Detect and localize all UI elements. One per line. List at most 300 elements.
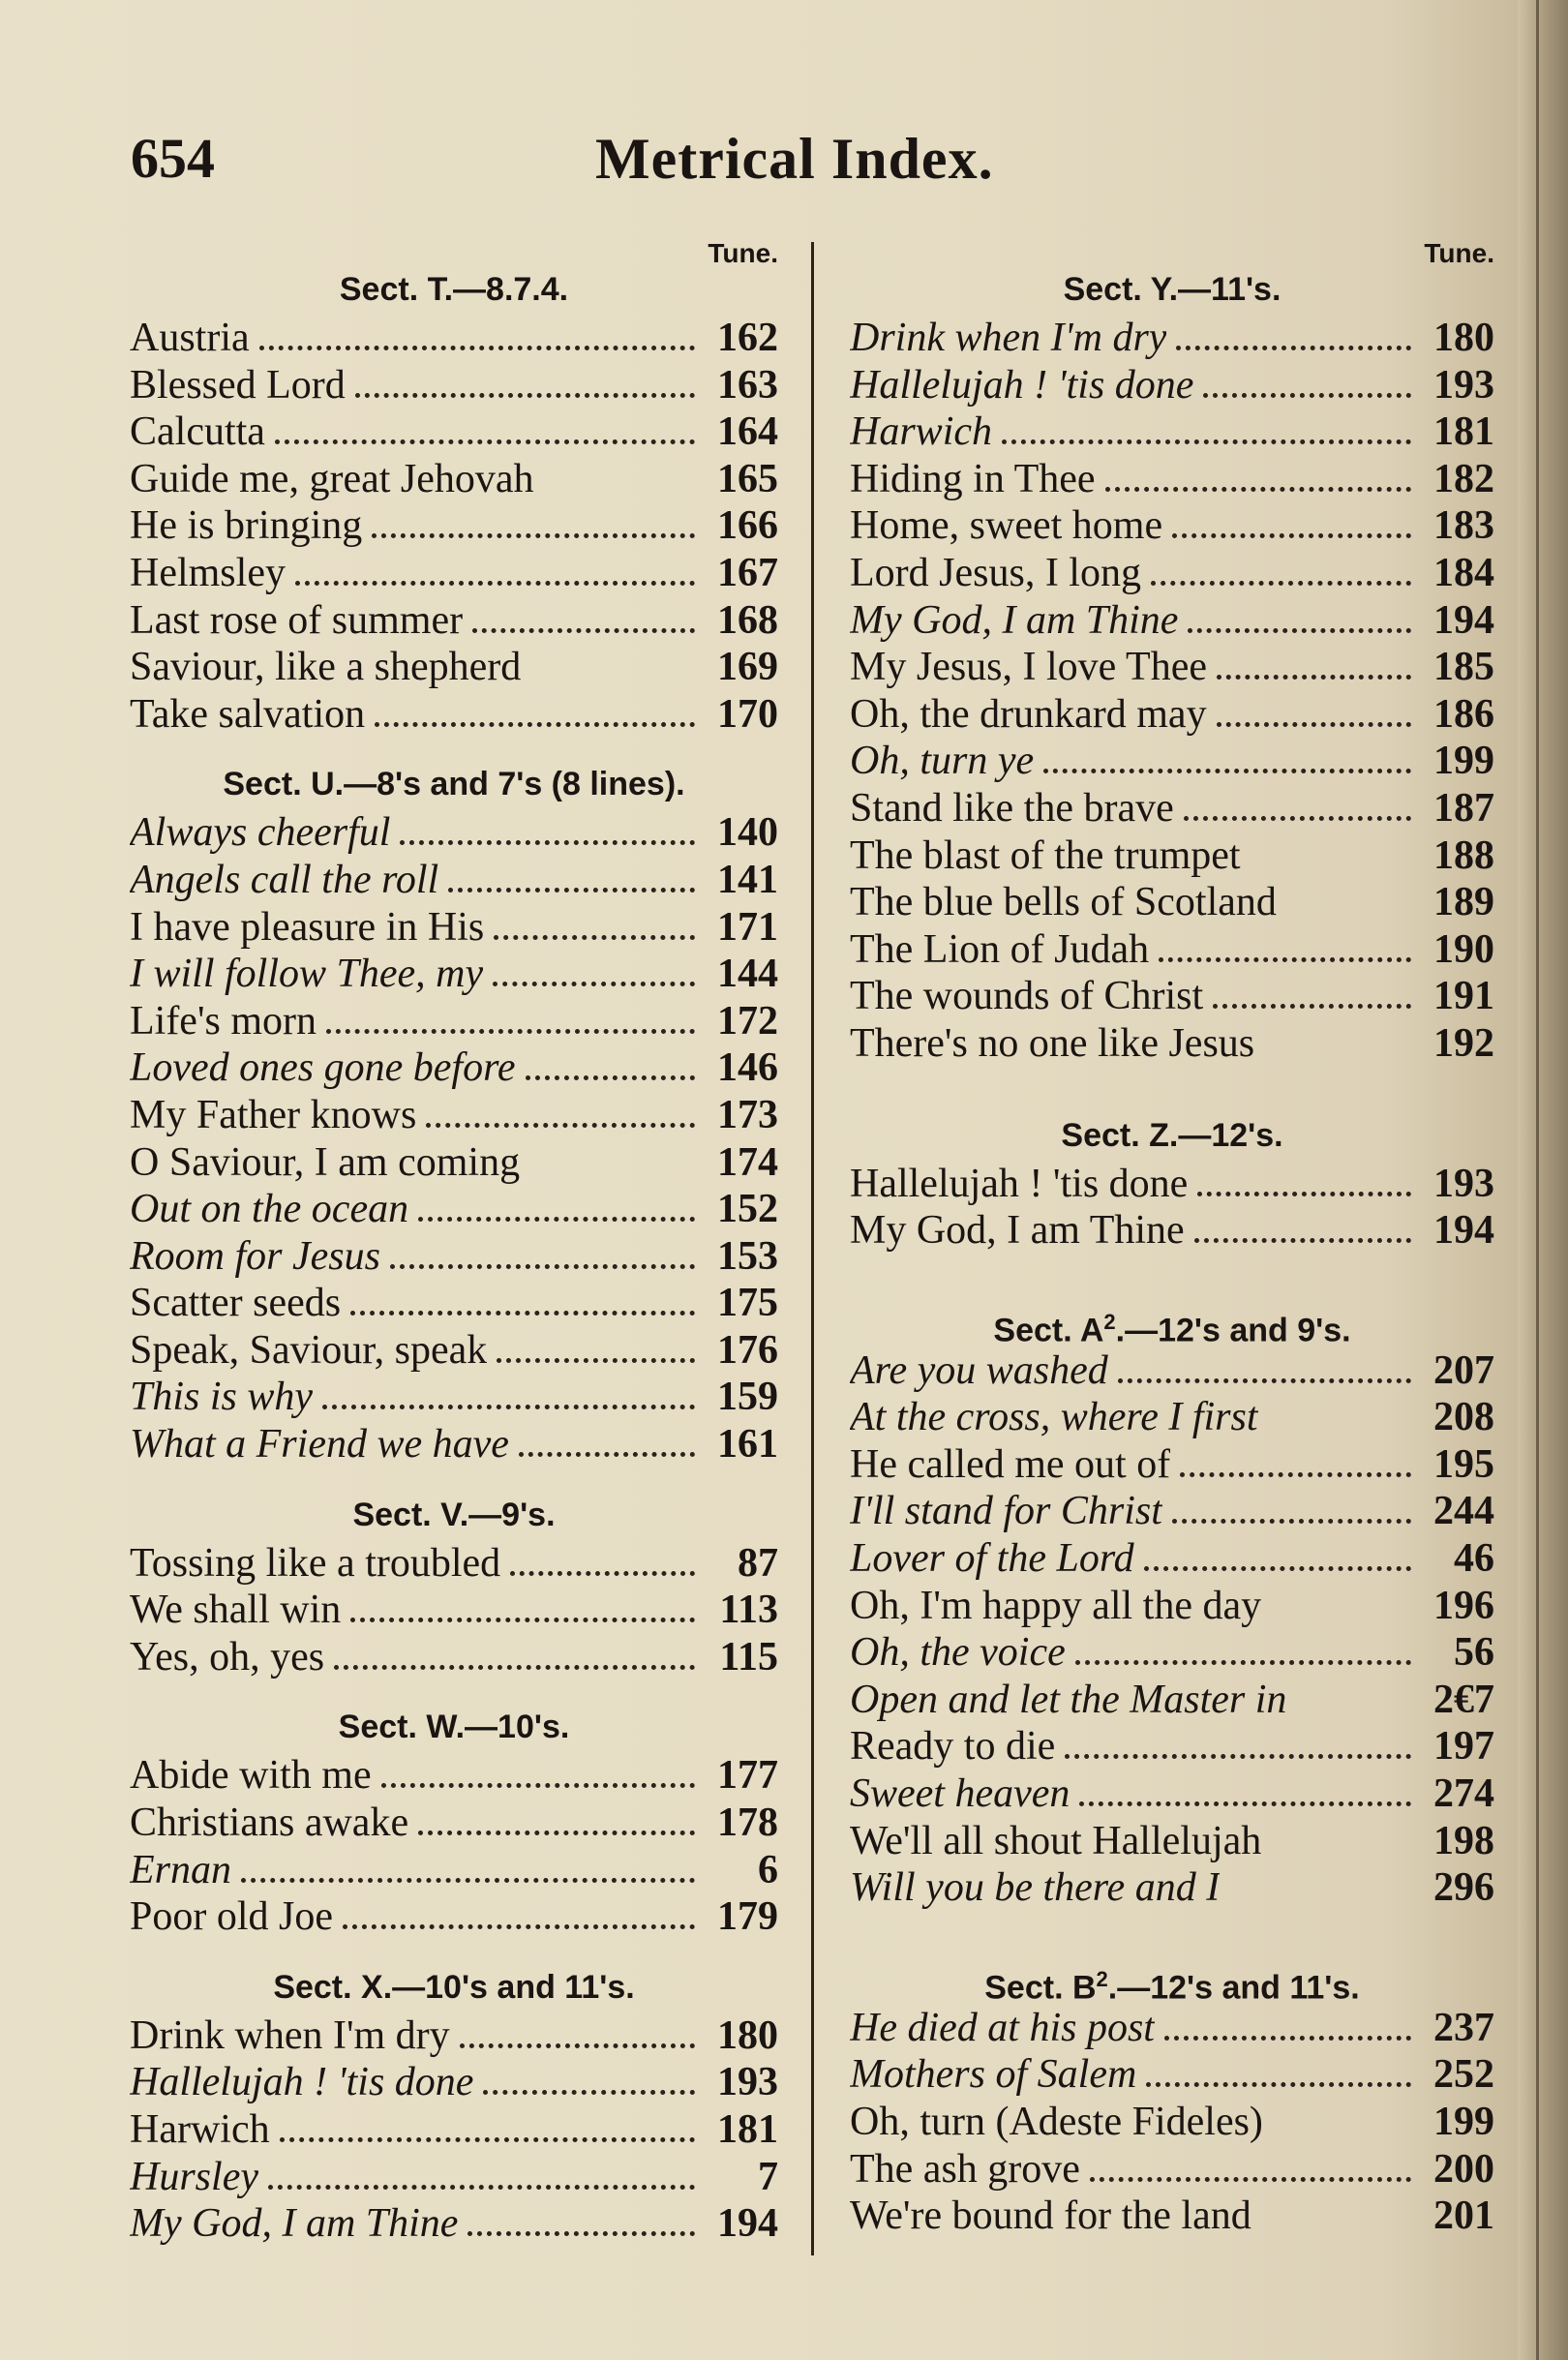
dot-leader <box>497 1358 695 1363</box>
dot-leader <box>460 2043 695 2048</box>
tune-number: 170 <box>717 691 778 737</box>
tune-number: 167 <box>717 550 778 595</box>
hymn-title: Helmsley <box>130 550 286 595</box>
hymn-title: Saviour, like a shepherd <box>130 645 522 690</box>
tune-number: 193 <box>717 2060 778 2105</box>
tune-number: 153 <box>717 1233 778 1279</box>
hymn-title: He died at his post <box>850 2005 1155 2050</box>
index-entry <box>130 2154 778 2201</box>
hymn-title: Oh, I'm happy all the day <box>850 1583 1262 1628</box>
dot-leader <box>530 675 695 680</box>
index-entry <box>850 1818 1494 1865</box>
index-entry <box>130 1092 778 1139</box>
dot-leader <box>350 1618 695 1622</box>
index-entry <box>130 691 778 739</box>
index-entry <box>850 2146 1494 2194</box>
hymn-title: Hallelujah ! 'tis done <box>850 362 1194 408</box>
index-entry <box>130 1540 778 1588</box>
hymn-title: Drink when I'm dry <box>130 2012 450 2058</box>
dot-leader <box>1144 1566 1411 1571</box>
dot-leader <box>418 1831 695 1835</box>
hymn-title: Open and let the Master in <box>850 1677 1287 1722</box>
section-title: Sect. Z.—12's. <box>1061 1116 1283 1154</box>
tune-number: 175 <box>717 1281 778 1326</box>
hymn-title: Mothers of Salem <box>850 2052 1137 2098</box>
index-entry <box>850 597 1494 645</box>
right-column <box>850 237 1494 2240</box>
tune-number: 141 <box>717 857 778 902</box>
tune-number: 194 <box>1433 597 1494 643</box>
hymn-title: Tossing like a troubled <box>130 1540 501 1586</box>
tune-number: 144 <box>717 952 778 997</box>
tune-number: 198 <box>1433 1818 1494 1863</box>
section-list <box>130 809 778 1467</box>
dot-leader <box>472 628 695 633</box>
hymn-title: The blast of the trumpet <box>850 832 1241 878</box>
hymn-title: Oh, turn ye <box>850 739 1035 784</box>
tune-number: 164 <box>717 409 778 455</box>
hymn-title: Calcutta <box>130 409 265 455</box>
hymn-title: Will you be there and I <box>850 1865 1221 1911</box>
page-edge-shadow <box>1518 0 1568 2360</box>
index-entry <box>850 738 1494 785</box>
dot-leader <box>1172 533 1411 538</box>
dot-leader <box>1164 2036 1411 2041</box>
hymn-title: This is why <box>130 1375 314 1420</box>
hymn-title: Take salvation <box>130 691 366 737</box>
index-entry <box>130 2106 778 2154</box>
dot-leader <box>1194 1238 1411 1243</box>
tune-number: 252 <box>1433 2052 1494 2098</box>
hymn-title: Scatter seeds <box>130 1281 342 1326</box>
tune-number: 140 <box>717 810 778 856</box>
index-entry <box>850 408 1494 456</box>
tune-number: 7 <box>758 2154 778 2199</box>
hymn-title: We're bound for the land <box>850 2194 1251 2239</box>
dot-leader <box>483 2090 695 2095</box>
section-list <box>130 315 778 738</box>
hymn-title: Guide me, great Jehovah <box>130 456 534 501</box>
index-entry <box>850 1207 1494 1255</box>
dot-leader <box>529 1170 695 1175</box>
index-entry <box>130 1752 778 1800</box>
index-entry <box>850 832 1494 880</box>
index-entry <box>130 1893 778 1941</box>
dot-leader <box>1273 2130 1411 2134</box>
hymn-title: I will follow Thee, my <box>130 952 484 997</box>
dot-leader <box>350 1311 695 1316</box>
index-entry <box>850 502 1494 550</box>
hymn-title: There's no one like Jesus <box>850 1020 1255 1066</box>
hymn-title: Oh, the drunkard may <box>850 691 1207 737</box>
index-entry <box>850 973 1494 1020</box>
tune-number: 162 <box>717 316 778 360</box>
hymn-title: He is bringing <box>130 503 363 549</box>
hymn-title: Abide with me <box>130 1753 372 1799</box>
dot-leader <box>275 439 695 444</box>
index-entry <box>130 315 778 362</box>
index-entry <box>130 1044 778 1092</box>
dot-leader <box>295 581 695 586</box>
hymn-title: Poor old Joe <box>130 1894 333 1940</box>
tune-number: 169 <box>717 645 778 690</box>
tune-number: 274 <box>1433 1771 1494 1817</box>
index-entry <box>850 2005 1494 2052</box>
section-title-sup: 2 <box>1096 1966 1108 1991</box>
tune-number: 165 <box>717 456 778 501</box>
hymn-title: Harwich <box>130 2107 270 2152</box>
dot-leader <box>322 1405 695 1409</box>
index-entry <box>130 1186 778 1233</box>
dot-leader <box>1075 1660 1411 1665</box>
index-entry <box>130 1421 778 1468</box>
index-entry <box>130 362 778 409</box>
hymn-title: Loved ones gone before <box>130 1045 516 1091</box>
binding-line <box>1536 0 1539 2360</box>
dot-leader <box>1271 1849 1411 1854</box>
left-column <box>130 237 778 2248</box>
hymn-title: My Father knows <box>130 1092 417 1137</box>
dot-leader <box>418 1217 695 1222</box>
index-entry <box>850 785 1494 832</box>
dot-leader <box>1184 816 1411 821</box>
tune-number: 185 <box>1433 645 1494 690</box>
index-entry <box>850 1864 1494 1912</box>
section-title-suffix: .—12's and 11's. <box>1107 1969 1360 2007</box>
tune-number: 208 <box>1433 1395 1494 1440</box>
hymn-title: The ash grove <box>850 2146 1080 2192</box>
index-entry <box>130 456 778 503</box>
hymn-title: Ready to die <box>850 1724 1056 1770</box>
hymn-title: At the cross, where I first <box>850 1395 1258 1440</box>
dot-leader <box>372 533 695 538</box>
index-entry <box>130 644 778 691</box>
dot-leader <box>375 722 695 727</box>
tune-number: 187 <box>1433 785 1494 831</box>
tune-number: 180 <box>717 2012 778 2058</box>
dot-leader <box>343 1924 695 1929</box>
tune-number: 195 <box>1433 1441 1494 1487</box>
dot-leader <box>1002 439 1411 444</box>
dot-leader <box>1268 1425 1411 1430</box>
index-entry <box>130 809 778 857</box>
dot-leader <box>1090 2177 1411 2182</box>
tune-number: 87 <box>738 1540 778 1586</box>
tune-number: 191 <box>1433 974 1494 1019</box>
index-entry <box>850 1723 1494 1770</box>
tune-number: 172 <box>717 998 778 1044</box>
hymn-title: My Jesus, I love Thee <box>850 645 1207 690</box>
tune-number: 180 <box>1433 316 1494 360</box>
hymn-title: Lover of the Lord <box>850 1536 1134 1582</box>
hymn-title: Blessed Lord <box>130 362 346 408</box>
index-entry <box>850 1770 1494 1818</box>
dot-leader <box>280 2137 695 2142</box>
hymn-title: I'll stand for Christ <box>850 1489 1162 1534</box>
index-entry <box>130 951 778 998</box>
hymn-title: The blue bells of Scotland <box>850 880 1277 925</box>
tune-number: 194 <box>717 2201 778 2247</box>
tune-number: 173 <box>717 1092 778 1137</box>
tune-number: 56 <box>1454 1630 1494 1676</box>
hymn-title: Are you washed <box>850 1347 1108 1393</box>
dot-leader <box>1176 346 1411 350</box>
section-title-sup: 2 <box>1103 1309 1116 1334</box>
index-entry <box>850 550 1494 597</box>
hymn-title: Sweet heaven <box>850 1771 1070 1817</box>
tune-number: 163 <box>717 362 778 408</box>
hymn-title: My God, I am Thine <box>850 1208 1185 1254</box>
section-list <box>850 1161 1494 1255</box>
dot-leader <box>1217 675 1411 680</box>
hymn-title: Speak, Saviour, speak <box>130 1327 488 1373</box>
tune-number: 199 <box>1433 739 1494 784</box>
dot-leader <box>334 1665 695 1670</box>
index-entry <box>850 362 1494 409</box>
index-entry <box>130 1233 778 1281</box>
section-list <box>130 1752 778 1940</box>
dot-leader <box>1286 910 1411 915</box>
section-title: Sect. T.—8.7.4. <box>339 271 569 308</box>
tune-number: 179 <box>717 1894 778 1940</box>
dot-leader <box>1159 957 1411 962</box>
tune-column-heading: Tune. <box>708 238 778 268</box>
index-entry <box>850 1677 1494 1724</box>
tune-number: 159 <box>717 1375 778 1420</box>
hymn-title: Yes, oh, yes <box>130 1634 325 1679</box>
tune-number: 183 <box>1433 503 1494 549</box>
tune-number: 181 <box>1433 409 1494 455</box>
index-entry <box>850 1394 1494 1441</box>
index-entry <box>850 1441 1494 1489</box>
section-title: Sect. Y.—11's. <box>1063 271 1282 308</box>
hymn-title: Stand like the brave <box>850 785 1174 831</box>
tune-number: 6 <box>758 1847 778 1892</box>
index-entry <box>850 2099 1494 2146</box>
tune-number: 196 <box>1433 1583 1494 1628</box>
page-number: 654 <box>131 127 215 190</box>
index-entry <box>850 1347 1494 1395</box>
tune-number: 188 <box>1433 832 1494 878</box>
index-entry <box>130 1327 778 1375</box>
index-entry <box>130 502 778 550</box>
hymn-title: Life's morn <box>130 998 317 1044</box>
dot-leader <box>241 1878 695 1883</box>
index-entry <box>850 315 1494 362</box>
section-title: Sect. V.—9's. <box>352 1496 556 1533</box>
hymn-title: O Saviour, I am coming <box>130 1139 521 1185</box>
hymn-title: Ernan <box>130 1847 231 1892</box>
index-entry <box>130 1280 778 1327</box>
hymn-title: Home, sweet home <box>850 503 1163 549</box>
hymn-title: Lord Jesus, I long <box>850 550 1141 595</box>
hymn-title: What a Friend we have <box>130 1422 509 1467</box>
index-entry <box>850 1020 1494 1068</box>
dot-leader <box>1079 1801 1411 1806</box>
tune-number: 168 <box>717 597 778 643</box>
tune-number: 190 <box>1433 926 1494 972</box>
index-entry <box>130 1847 778 1894</box>
index-entry <box>130 857 778 904</box>
index-entry <box>850 1583 1494 1630</box>
dot-leader <box>390 1264 695 1269</box>
section-title <box>850 1297 1494 1347</box>
dot-leader <box>1043 769 1411 773</box>
section-list <box>850 2005 1494 2240</box>
index-entry <box>850 879 1494 926</box>
section-list <box>130 2012 778 2248</box>
index-entry <box>130 904 778 952</box>
section-title-prefix: Sect. A <box>993 1312 1104 1349</box>
hymn-title: My God, I am Thine <box>850 597 1179 643</box>
section-list <box>850 1347 1494 1912</box>
index-entry <box>130 1800 778 1847</box>
hymn-title: Hallelujah ! 'tis done <box>850 1161 1189 1206</box>
dot-leader <box>1197 1192 1411 1196</box>
dot-leader <box>268 2185 695 2190</box>
hymn-title: I have pleasure in His <box>130 904 485 950</box>
dot-leader <box>1261 2224 1411 2228</box>
dot-leader <box>519 1452 695 1457</box>
index-entry <box>850 691 1494 739</box>
section-list <box>850 315 1494 1068</box>
dot-leader <box>426 1123 695 1128</box>
hymn-title: Oh, the voice <box>850 1630 1066 1676</box>
index-entry <box>850 2193 1494 2240</box>
tune-column-heading: Tune. <box>1424 238 1494 268</box>
section-title-prefix: Sect. B <box>984 1969 1097 2007</box>
index-entry <box>130 998 778 1045</box>
tune-number: 46 <box>1454 1536 1494 1582</box>
tune-number: 152 <box>717 1187 778 1232</box>
dot-leader <box>1172 1519 1411 1524</box>
index-entry <box>130 1139 778 1187</box>
tune-number: 161 <box>717 1422 778 1467</box>
dot-leader <box>544 487 695 492</box>
index-entry <box>850 644 1494 691</box>
dot-leader <box>326 1029 695 1034</box>
tune-number: 174 <box>717 1139 778 1185</box>
hymn-title: Always cheerful <box>130 810 391 856</box>
index-entry <box>130 1587 778 1634</box>
section-title <box>850 1954 1494 2005</box>
tune-number: 296 <box>1433 1865 1494 1911</box>
tune-number: 244 <box>1433 1489 1494 1534</box>
hymn-title: Drink when I'm dry <box>850 316 1167 360</box>
tune-number: 200 <box>1433 2146 1494 2192</box>
section-title-suffix: .—12's and 9's. <box>1115 1312 1351 1349</box>
tune-number: 201 <box>1433 2194 1494 2239</box>
tune-number: 115 <box>719 1634 778 1679</box>
dot-leader <box>1180 1472 1411 1477</box>
tune-number: 189 <box>1433 880 1494 925</box>
index-entry <box>850 1535 1494 1583</box>
tune-number: 199 <box>1433 2100 1494 2144</box>
tune-number: 192 <box>1433 1020 1494 1066</box>
dot-leader <box>381 1783 695 1788</box>
dot-leader <box>448 888 695 893</box>
section-title: Sect. W.—10's. <box>338 1709 570 1746</box>
hymn-title: Austria <box>130 316 250 360</box>
tune-number: 186 <box>1433 691 1494 737</box>
dot-leader <box>467 2231 695 2236</box>
dot-leader <box>259 346 695 350</box>
tune-number: 237 <box>1433 2005 1494 2050</box>
dot-leader <box>1296 1708 1411 1712</box>
hymn-title: Oh, turn (Adeste Fideles) <box>850 2100 1263 2144</box>
index-entry <box>130 550 778 597</box>
tune-number: 171 <box>717 904 778 950</box>
tune-number: 146 <box>717 1045 778 1091</box>
tune-number: 194 <box>1433 1208 1494 1254</box>
dot-leader <box>355 393 695 398</box>
page-header <box>131 126 1515 203</box>
index-entry <box>130 2059 778 2106</box>
hymn-title: The wounds of Christ <box>850 974 1204 1019</box>
index-entry <box>130 408 778 456</box>
tune-number: 177 <box>717 1753 778 1799</box>
dot-leader <box>493 982 695 986</box>
dot-leader <box>1271 1614 1411 1619</box>
dot-leader <box>526 1075 695 1080</box>
dot-leader <box>494 935 695 940</box>
dot-leader <box>400 840 695 845</box>
hymn-title: Angels call the roll <box>130 857 439 902</box>
hymn-title: Room for Jesus <box>130 1233 380 1279</box>
column-divider <box>811 242 814 2255</box>
tune-number: 184 <box>1433 550 1494 595</box>
dot-leader <box>1213 1004 1411 1009</box>
hymn-title: Out on the ocean <box>130 1187 409 1232</box>
section-list <box>130 1540 778 1681</box>
index-entry <box>850 926 1494 974</box>
hymn-title: Harwich <box>850 409 992 455</box>
index-entry <box>850 456 1494 503</box>
index-entry <box>130 1634 778 1681</box>
dot-leader <box>1065 1754 1411 1759</box>
index-entry <box>130 2200 778 2248</box>
dot-leader <box>1105 487 1411 492</box>
dot-leader <box>510 1571 695 1576</box>
hymn-title: Hallelujah ! 'tis done <box>130 2060 474 2105</box>
dot-leader <box>1118 1378 1411 1383</box>
index-entry <box>850 1629 1494 1677</box>
dot-leader <box>1151 581 1411 586</box>
hymn-title: We shall win <box>130 1588 342 1633</box>
tune-number: 178 <box>717 1800 778 1846</box>
dot-leader <box>1217 722 1411 727</box>
tune-number: 2€7 <box>1433 1677 1494 1722</box>
index-entry <box>130 597 778 645</box>
tune-number: 182 <box>1433 456 1494 501</box>
hymn-title: The Lion of Judah <box>850 926 1150 972</box>
hymn-title: We'll all shout Hallelujah <box>850 1818 1262 1863</box>
index-entry <box>850 1488 1494 1535</box>
index-entry <box>130 1374 778 1421</box>
dot-leader <box>1188 628 1411 633</box>
dot-leader <box>1264 1051 1411 1056</box>
tune-number: 193 <box>1433 362 1494 408</box>
dot-leader <box>1251 863 1411 868</box>
tune-number: 193 <box>1433 1161 1494 1206</box>
page-title: Metrical Index. <box>595 127 994 191</box>
section-title: Sect. U.—8's and 7's (8 lines). <box>223 766 685 803</box>
tune-number: 176 <box>717 1327 778 1373</box>
dot-leader <box>1229 1895 1411 1900</box>
tune-number: 166 <box>717 503 778 549</box>
dot-leader <box>1203 393 1411 398</box>
hymn-title: Christians awake <box>130 1800 409 1846</box>
